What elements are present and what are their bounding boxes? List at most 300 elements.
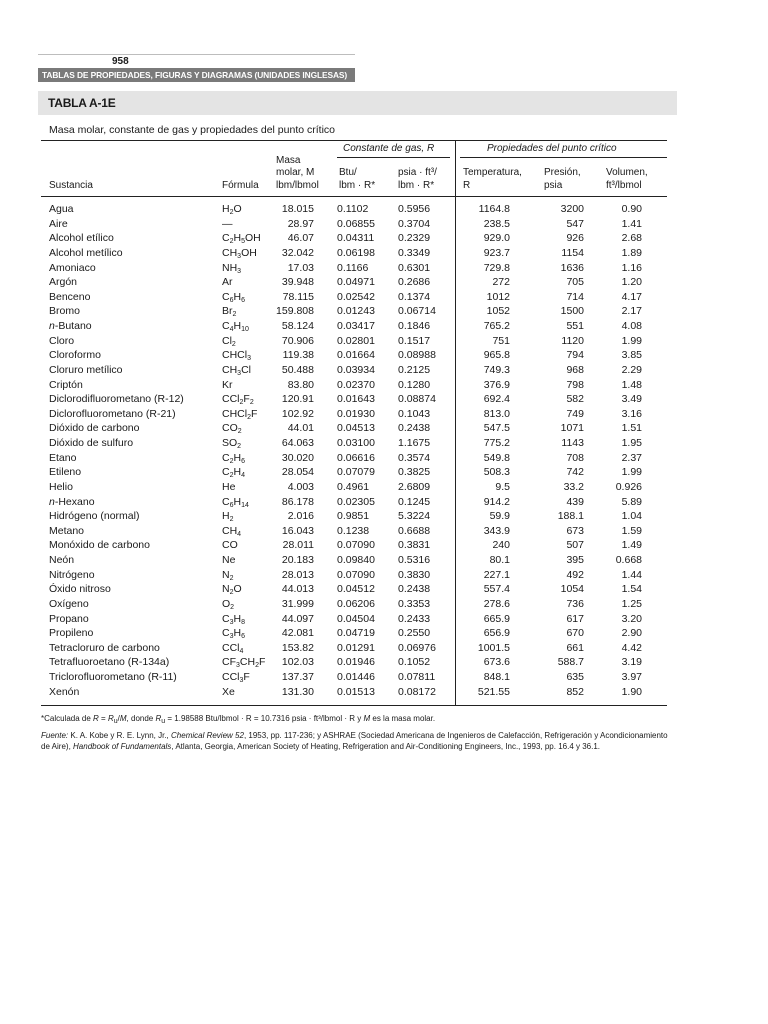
cell-r-btu: 0.04513 <box>337 422 375 435</box>
cell-r-psia: 0.2550 <box>398 627 431 640</box>
cell-molar-mass: 83.80 <box>287 378 314 391</box>
cell-formula: $CF_3CH_2F$ <box>222 656 266 670</box>
table-row <box>0 392 768 407</box>
cell-r-btu: 0.06855 <box>337 217 375 230</box>
cell-formula: CO <box>222 539 238 552</box>
cell-molar-mass: 50.488 <box>281 363 314 376</box>
cell-formula: $CH_4$ <box>222 524 242 538</box>
table-row <box>0 568 768 583</box>
cell-r-btu: 0.06198 <box>337 246 375 259</box>
table-row <box>0 480 768 495</box>
cell-molar-mass: 64.063 <box>281 437 314 449</box>
cell-crit-vol: 1.20 <box>621 276 642 289</box>
table-row <box>0 538 768 553</box>
cell-crit-vol: 1.41 <box>621 217 642 230</box>
cell-crit-press: 1120 <box>561 334 584 347</box>
cell-formula: $C_2H_6$ <box>222 451 245 465</box>
cell-crit-vol: 3.49 <box>621 393 642 406</box>
cell-crit-vol: 2.68 <box>621 232 642 245</box>
cell-crit-temp: 272 <box>492 276 510 289</box>
psia-header-2: lbm · R* <box>398 180 435 191</box>
cell-crit-vol: 1.89 <box>621 246 642 259</box>
cell-r-psia: 0.1245 <box>398 495 431 508</box>
cell-crit-vol: 1.25 <box>621 597 642 610</box>
table-row <box>0 261 768 276</box>
footnote-source: Fuente: K. A. Kobe y R. E. Lynn, Jr., Chemical Review 52, 1953, pp. 117-236; y ASHRAE (Sociedad Americana de Ingenieros de Calefacción, Refrigeración y Acondicionamiento de Aire), Handbook of Fundamentals, Atlanta, Georgia, American Society of Heating, Refrigeration and Air-Conditioning Engineers, Inc., 1993, pp. 16.4 y 36.1. <box>41 731 668 751</box>
cell-crit-press: 635 <box>566 671 584 683</box>
cell-r-psia: 0.3825 <box>398 466 431 479</box>
cell-substance: Cloroformo <box>49 349 101 362</box>
running-header: TABLAS DE PROPIEDADES, FIGURAS Y DIAGRAMAS (UNIDADES INGLESAS) <box>38 68 355 82</box>
cell-molar-mass: 70.906 <box>281 334 314 347</box>
cell-formula: $CCl_2F_2$ <box>222 393 254 407</box>
cell-molar-mass: 39.948 <box>281 276 314 289</box>
cell-r-btu: 0.06616 <box>337 451 375 464</box>
table-row <box>0 275 768 290</box>
cell-crit-temp: 673.6 <box>483 656 510 669</box>
cell-crit-temp: 929.0 <box>483 232 510 245</box>
cell-substance: Neón <box>49 554 75 566</box>
cell-crit-vol: 3.16 <box>621 407 642 420</box>
table-bottom-rule <box>41 705 667 706</box>
table-row <box>0 421 768 436</box>
cell-formula: $C_3H_8$ <box>222 612 245 626</box>
cell-crit-temp: 9.5 <box>495 480 510 493</box>
cell-r-psia: 0.6301 <box>398 261 431 274</box>
cell-molar-mass: 28.011 <box>282 539 314 552</box>
cell-substance: Etileno <box>49 466 82 479</box>
table-row <box>0 363 768 378</box>
cell-formula: $N_2$ <box>222 568 234 582</box>
cell-crit-vol: 2.90 <box>621 627 642 640</box>
cell-molar-mass: 30.020 <box>281 451 314 464</box>
cell-formula: $C_6H_{14}$ <box>222 495 249 509</box>
cell-crit-press: 742 <box>566 466 584 479</box>
molar-mass-header-1: Masa <box>276 155 301 166</box>
cell-formula: $C_2H_4$ <box>222 466 245 480</box>
cell-crit-press: 588.7 <box>557 656 584 669</box>
cell-r-btu: 0.02305 <box>337 495 375 508</box>
cell-r-btu: 0.01946 <box>337 656 375 669</box>
cell-r-psia: 0.3831 <box>398 539 431 552</box>
cell-crit-press: 582 <box>566 393 584 406</box>
cell-r-psia: 0.6688 <box>398 524 431 537</box>
cell-crit-press: 492 <box>566 568 584 581</box>
cell-crit-temp: 240 <box>492 539 510 552</box>
vol-header-2: ft³/lbmol <box>606 180 642 191</box>
cell-crit-vol: 2.37 <box>621 451 642 464</box>
cell-r-btu: 0.01243 <box>337 305 375 318</box>
cell-crit-press: 798 <box>566 378 584 391</box>
cell-r-btu: 0.04311 <box>337 232 375 245</box>
cell-crit-vol: 1.49 <box>621 539 642 552</box>
cell-crit-vol: 0.90 <box>621 203 642 215</box>
cell-crit-vol: 1.48 <box>621 378 642 391</box>
cell-substance: Bromo <box>49 305 80 318</box>
cell-molar-mass: 44.013 <box>281 583 314 596</box>
cell-r-btu: 0.06206 <box>337 597 375 610</box>
cell-substance: Monóxido de carbono <box>49 539 150 552</box>
cell-substance: Tetracloruro de carbono <box>49 641 160 654</box>
cell-formula: $CH_3Cl$ <box>222 363 251 377</box>
cell-formula: $C_6H_6$ <box>222 290 245 304</box>
cell-formula: CCl$_3$F <box>222 671 250 684</box>
press-header-1: Presión, <box>544 167 581 178</box>
cell-crit-temp: 775.2 <box>483 437 510 449</box>
critical-rule <box>460 157 667 158</box>
cell-substance: Nitrógeno <box>49 568 95 581</box>
cell-crit-vol: 3.97 <box>621 671 642 683</box>
cell-r-btu: 0.09840 <box>337 554 375 566</box>
cell-r-btu: 0.9851 <box>337 510 370 523</box>
cell-molar-mass: 102.92 <box>281 407 314 420</box>
cell-molar-mass: 18.015 <box>281 203 314 215</box>
cell-crit-press: 670 <box>566 627 584 640</box>
cell-crit-temp: 923.7 <box>483 246 510 259</box>
cell-crit-vol: 4.08 <box>621 320 642 332</box>
cell-substance: Cloro <box>49 334 75 347</box>
cell-crit-press: 188.1 <box>557 510 584 523</box>
cell-crit-press: 673 <box>566 524 584 537</box>
cell-substance: Cloruro metílico <box>49 363 123 376</box>
cell-crit-press: 1500 <box>560 305 584 318</box>
cell-r-btu: 0.01664 <box>337 349 375 362</box>
cell-crit-temp: 1012 <box>486 290 510 303</box>
footnote-asterisk: *Calculada de $R = R_u/M$, donde $R_u = 1.98588$ Btu/lbmol · R = 10.7316 psia · ft³/lbmol · R y M es la masa molar. <box>41 714 436 725</box>
cell-r-btu: 0.03417 <box>337 320 375 332</box>
cell-crit-temp: 751 <box>492 334 510 347</box>
cell-crit-press: 1054 <box>560 583 584 596</box>
table-row <box>0 582 768 597</box>
cell-crit-vol: 2.29 <box>621 363 642 376</box>
cell-molar-mass: 28.013 <box>281 568 314 581</box>
cell-formula: CHCl$_2$F <box>222 407 258 421</box>
temp-header-1: Temperatura, <box>463 167 522 178</box>
cell-crit-press: 736 <box>566 597 584 610</box>
psia-header-1: psia · ft³/ <box>398 167 437 178</box>
cell-substance: Benceno <box>49 290 91 303</box>
cell-r-psia: 0.1280 <box>398 378 431 391</box>
cell-crit-press: 617 <box>566 612 584 625</box>
cell-crit-press: 1143 <box>561 437 584 449</box>
gas-constant-header: Constante de gas, R <box>343 143 435 154</box>
cell-molar-mass: 16.043 <box>281 524 314 537</box>
cell-crit-temp: 749.3 <box>483 363 510 376</box>
cell-crit-temp: 656.9 <box>483 627 510 640</box>
cell-crit-press: 968 <box>566 363 584 376</box>
cell-crit-vol: 1.99 <box>621 334 642 347</box>
table-row <box>0 348 768 363</box>
cell-crit-press: 661 <box>566 641 584 654</box>
cell-r-btu: 0.03934 <box>337 363 375 376</box>
cell-crit-temp: 729.8 <box>483 261 510 274</box>
table-row <box>0 319 768 334</box>
cell-crit-vol: 1.90 <box>621 685 642 698</box>
cell-r-psia: 0.08172 <box>398 685 436 698</box>
cell-molar-mass: 4.003 <box>287 480 314 493</box>
press-header-2: psia <box>544 180 563 191</box>
cell-substance: n-Butano <box>49 320 92 332</box>
cell-molar-mass: 17.03 <box>287 261 314 274</box>
cell-formula: Kr <box>222 378 233 391</box>
substance-header: Sustancia <box>49 180 93 191</box>
cell-r-psia: 0.1517 <box>398 334 431 347</box>
cell-molar-mass: 159.808 <box>276 305 314 318</box>
temp-header-2: R <box>463 180 471 191</box>
cell-r-psia: 0.2438 <box>398 583 431 596</box>
cell-formula: $CO_2$ <box>222 422 242 436</box>
cell-substance: Helio <box>49 480 73 493</box>
cell-molar-mass: 131.30 <box>281 685 314 698</box>
cell-substance: Criptón <box>49 378 83 391</box>
table-row <box>0 612 768 627</box>
cell-r-btu: 0.04719 <box>337 627 375 640</box>
table-row <box>0 495 768 510</box>
cell-substance: n-Hexano <box>49 495 95 508</box>
cell-r-btu: 0.03100 <box>337 437 375 449</box>
cell-crit-vol: 1.95 <box>621 437 642 449</box>
cell-substance: Propileno <box>49 627 94 640</box>
cell-crit-press: 3200 <box>560 203 584 215</box>
cell-r-btu: 0.1166 <box>337 261 369 274</box>
critical-props-header: Propiedades del punto crítico <box>487 143 617 154</box>
cell-formula: $NH_3$ <box>222 261 242 275</box>
cell-r-psia: 0.5956 <box>398 203 431 215</box>
cell-r-psia: 0.08874 <box>398 393 436 406</box>
cell-substance: Xenón <box>49 685 80 698</box>
cell-r-btu: 0.07090 <box>337 539 375 552</box>
cell-formula: Ar <box>222 276 233 289</box>
cell-formula: CCl$_4$ <box>222 641 244 655</box>
cell-molar-mass: 42.081 <box>281 627 314 640</box>
cell-crit-press: 33.2 <box>563 480 584 493</box>
cell-r-psia: 1.1675 <box>398 437 431 449</box>
table-row <box>0 304 768 319</box>
cell-formula: $H_2O$ <box>222 203 242 216</box>
cell-r-psia: 0.08988 <box>398 349 436 362</box>
cell-r-btu: 0.01446 <box>337 671 375 683</box>
table-row <box>0 524 768 539</box>
cell-formula: $CH_3OH$ <box>222 246 257 260</box>
table-row <box>0 641 768 656</box>
table-row <box>0 670 768 685</box>
gas-constant-rule <box>337 157 450 158</box>
cell-formula: — <box>222 217 233 230</box>
cell-substance: Alcohol etílico <box>49 232 114 245</box>
cell-molar-mass: 58.124 <box>281 320 314 332</box>
cell-crit-temp: 227.1 <box>483 568 510 581</box>
cell-substance: Argón <box>49 276 78 289</box>
table-row <box>0 685 768 700</box>
cell-crit-temp: 665.9 <box>483 612 510 625</box>
cell-formula: Xe <box>222 685 235 698</box>
cell-crit-vol: 1.99 <box>621 466 642 479</box>
cell-r-psia: 0.06714 <box>398 305 436 318</box>
cell-r-btu: 0.02370 <box>337 378 375 391</box>
cell-r-psia: 0.2438 <box>398 422 431 435</box>
cell-crit-temp: 765.2 <box>483 320 510 332</box>
cell-r-psia: 0.3704 <box>398 217 431 230</box>
cell-molar-mass: 28.054 <box>281 466 314 479</box>
cell-crit-temp: 965.8 <box>483 349 510 362</box>
cell-crit-press: 1636 <box>560 261 584 274</box>
cell-molar-mass: 31.999 <box>281 597 314 610</box>
cell-formula: CHCl$_3$ <box>222 349 251 363</box>
header-bottom-rule <box>41 196 667 197</box>
cell-crit-temp: 59.9 <box>489 510 510 523</box>
cell-r-btu: 0.02542 <box>337 290 375 303</box>
cell-formula: $Cl_2$ <box>222 334 236 348</box>
table-row <box>0 465 768 480</box>
cell-r-psia: 2.6809 <box>398 480 431 493</box>
cell-molar-mass: 86.178 <box>281 495 314 508</box>
cell-crit-temp: 1164.8 <box>478 203 510 215</box>
cell-substance: Amoniaco <box>49 261 96 274</box>
cell-crit-vol: 1.59 <box>621 524 642 537</box>
cell-molar-mass: 2.016 <box>287 510 314 523</box>
cell-crit-press: 547 <box>566 217 584 230</box>
cell-crit-press: 507 <box>566 539 584 552</box>
cell-r-btu: 0.04971 <box>337 276 375 289</box>
table-row <box>0 246 768 261</box>
table-row <box>0 509 768 524</box>
table-row <box>0 217 768 232</box>
cell-formula: $SO_2$ <box>222 437 242 450</box>
cell-crit-press: 852 <box>566 685 584 698</box>
cell-r-btu: 0.1102 <box>337 203 369 215</box>
cell-r-psia: 0.2125 <box>398 363 431 376</box>
cell-formula: $H_2$ <box>222 510 234 524</box>
cell-crit-press: 551 <box>566 320 584 332</box>
cell-molar-mass: 20.183 <box>281 554 314 566</box>
cell-r-psia: 0.06976 <box>398 641 436 654</box>
cell-crit-vol: 5.89 <box>621 495 642 508</box>
cell-r-psia: 0.2329 <box>398 232 431 245</box>
cell-crit-vol: 2.17 <box>621 305 642 318</box>
cell-crit-temp: 557.4 <box>483 583 510 596</box>
page-number: 958 <box>112 56 129 67</box>
cell-r-psia: 0.1052 <box>398 656 431 669</box>
table-row <box>0 231 768 246</box>
cell-r-psia: 0.2433 <box>398 612 431 625</box>
cell-crit-temp: 343.9 <box>483 524 510 537</box>
table-top-rule <box>41 140 667 141</box>
cell-crit-temp: 508.3 <box>483 466 510 479</box>
cell-substance: Diclorodifluorometano (R-12) <box>49 393 184 406</box>
table-row <box>0 553 768 568</box>
cell-crit-press: 708 <box>566 451 584 464</box>
cell-r-psia: 0.2686 <box>398 276 431 289</box>
cell-crit-press: 1154 <box>561 246 584 259</box>
cell-crit-press: 439 <box>566 495 584 508</box>
table-row <box>0 202 768 217</box>
cell-crit-press: 926 <box>566 232 584 245</box>
cell-crit-temp: 521.55 <box>477 685 510 698</box>
cell-crit-vol: 0.926 <box>615 480 642 493</box>
cell-molar-mass: 44.01 <box>287 422 314 435</box>
cell-molar-mass: 46.07 <box>287 232 314 245</box>
cell-crit-temp: 1052 <box>486 305 510 318</box>
molar-mass-header-2: molar, M <box>276 167 315 178</box>
btu-header-1: Btu/ <box>339 167 357 178</box>
cell-substance: Oxígeno <box>49 597 89 610</box>
cell-crit-vol: 1.04 <box>621 510 642 523</box>
table-id: TABLA A-1E <box>48 96 116 110</box>
cell-molar-mass: 44.097 <box>281 612 314 625</box>
table-row <box>0 597 768 612</box>
cell-crit-vol: 1.16 <box>621 261 642 274</box>
cell-substance: Agua <box>49 203 74 215</box>
table-row <box>0 626 768 641</box>
cell-r-psia: 0.3574 <box>398 451 431 464</box>
cell-substance: Propano <box>49 612 89 625</box>
cell-r-psia: 0.3830 <box>398 568 431 581</box>
cell-formula: $C_4H_{10}$ <box>222 320 249 333</box>
cell-r-btu: 0.01643 <box>337 393 375 406</box>
cell-crit-temp: 549.8 <box>483 451 510 464</box>
cell-crit-temp: 1001.5 <box>477 641 510 654</box>
cell-substance: Triclorofluorometano (R-11) <box>49 671 177 683</box>
cell-formula: $O_2$ <box>222 597 235 611</box>
cell-molar-mass: 28.97 <box>287 217 314 230</box>
cell-crit-vol: 0.668 <box>615 554 642 566</box>
table-title-bar <box>38 91 677 115</box>
cell-crit-temp: 238.5 <box>483 217 510 230</box>
table-row <box>0 436 768 451</box>
cell-molar-mass: 120.91 <box>281 393 314 406</box>
cell-substance: Tetrafluoroetano (R-134a) <box>49 656 170 669</box>
cell-substance: Metano <box>49 524 85 537</box>
table-row <box>0 407 768 422</box>
cell-crit-vol: 1.51 <box>621 422 642 435</box>
cell-crit-press: 749 <box>566 407 584 420</box>
cell-r-btu: 0.01930 <box>337 407 375 420</box>
cell-r-btu: 0.01513 <box>337 685 375 698</box>
table-row <box>0 378 768 393</box>
table-row <box>0 451 768 466</box>
table-body <box>0 202 768 699</box>
cell-molar-mass: 137.37 <box>281 671 314 683</box>
cell-substance: Diclorofluorometano (R-21) <box>49 407 176 420</box>
btu-header-2: lbm · R* <box>339 180 376 191</box>
cell-crit-temp: 692.4 <box>483 393 510 406</box>
cell-r-psia: 0.07811 <box>398 671 436 683</box>
table-row <box>0 655 768 670</box>
cell-crit-temp: 278.6 <box>483 597 510 610</box>
cell-crit-temp: 376.9 <box>483 378 510 391</box>
cell-crit-press: 705 <box>566 276 584 289</box>
cell-formula: He <box>222 480 236 493</box>
cell-crit-temp: 848.1 <box>483 671 510 683</box>
top-divider <box>38 54 355 55</box>
cell-molar-mass: 78.115 <box>282 290 314 303</box>
cell-crit-vol: 4.42 <box>621 641 642 654</box>
cell-crit-vol: 1.54 <box>621 583 642 596</box>
cell-crit-vol: 3.19 <box>621 656 642 669</box>
formula-header: Fórmula <box>222 180 259 191</box>
cell-formula: $Br_2$ <box>222 305 237 319</box>
cell-formula: $N_2O$ <box>222 583 242 597</box>
cell-molar-mass: 32.042 <box>281 246 314 259</box>
cell-formula: Ne <box>222 554 236 566</box>
cell-r-btu: 0.1238 <box>337 524 370 537</box>
cell-crit-vol: 3.85 <box>621 349 642 362</box>
cell-crit-vol: 1.44 <box>621 568 642 581</box>
cell-r-btu: 0.4961 <box>337 480 370 493</box>
cell-formula: $C_2H_5OH$ <box>222 232 261 246</box>
cell-r-psia: 0.1374 <box>398 290 431 303</box>
table-row <box>0 334 768 349</box>
